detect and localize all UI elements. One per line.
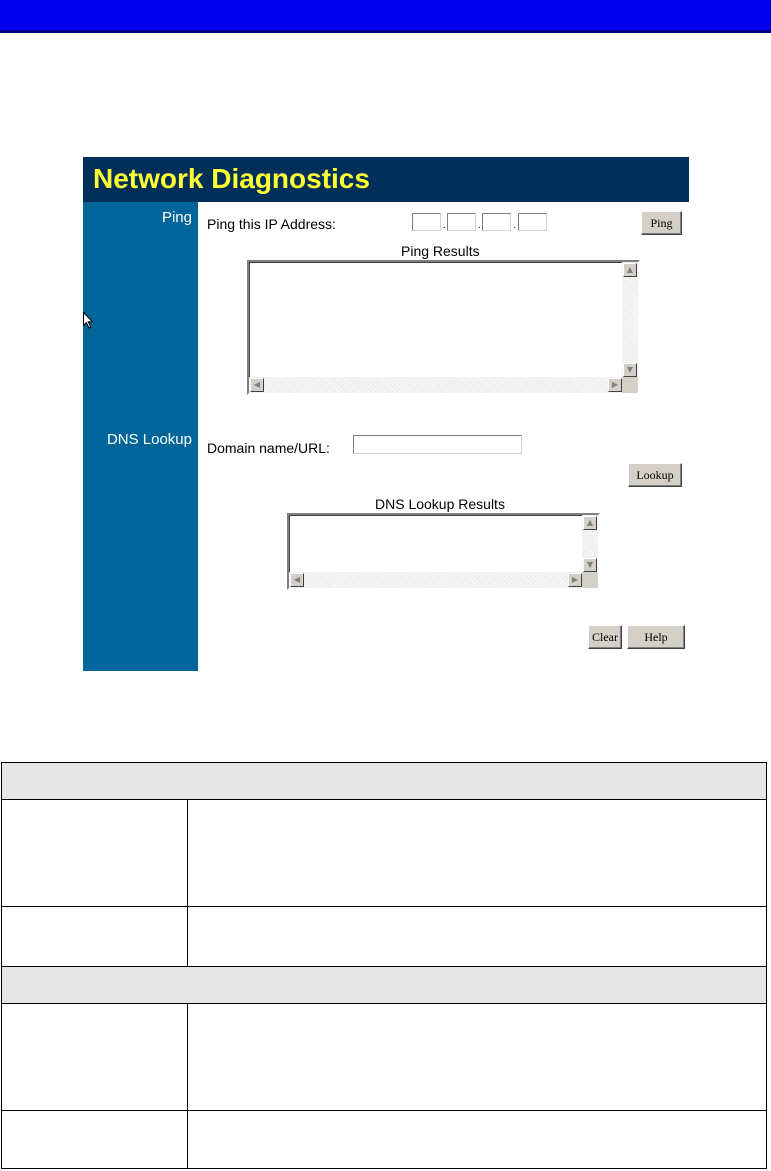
- scrollbar-corner: [622, 377, 638, 393]
- dns-results-label: DNS Lookup Results: [375, 496, 505, 512]
- panel-title-bar: [83, 157, 689, 202]
- table-row-label-cell: [1, 1003, 188, 1111]
- sidebar: [83, 202, 198, 671]
- scroll-up-arrow-icon[interactable]: ▲: [583, 516, 597, 530]
- scroll-down-arrow-icon[interactable]: ▼: [583, 558, 597, 572]
- scroll-right-arrow-icon[interactable]: ▶: [608, 378, 622, 392]
- table-row-label-cell: [1, 799, 188, 907]
- ping-results-vertical-scrollbar[interactable]: [622, 262, 638, 377]
- clear-button[interactable]: Clear: [588, 625, 622, 649]
- domain-name-label: Domain name/URL:: [207, 440, 330, 456]
- scroll-left-arrow-icon[interactable]: ◀: [290, 573, 304, 587]
- ping-ip-label: Ping this IP Address:: [207, 216, 336, 232]
- dns-results-textarea[interactable]: [287, 513, 600, 590]
- sidebar-label-ping: Ping: [161, 209, 192, 226]
- top-banner: [0, 0, 771, 33]
- lookup-button[interactable]: Lookup: [628, 463, 682, 487]
- ip-dot-separator: .: [443, 220, 446, 231]
- table-section-header: [1, 966, 767, 1004]
- network-diagnostics-panel: [83, 157, 689, 671]
- ip-dot-separator: .: [478, 220, 481, 231]
- scroll-left-arrow-icon[interactable]: ◀: [250, 378, 264, 392]
- dns-results-horizontal-scrollbar[interactable]: [289, 572, 582, 588]
- ping-results-horizontal-scrollbar[interactable]: [249, 377, 622, 393]
- scrollbar-corner: [582, 572, 598, 588]
- ping-results-label: Ping Results: [401, 243, 480, 259]
- ip-octet-1-input[interactable]: [412, 213, 441, 231]
- table-row-description-cell: [187, 906, 767, 967]
- ip-octet-3-input[interactable]: [482, 213, 511, 231]
- scroll-right-arrow-icon[interactable]: ▶: [568, 573, 582, 587]
- ping-results-textarea[interactable]: [247, 260, 640, 395]
- table-row-description-cell: [187, 1110, 767, 1169]
- table-row-description-cell: [187, 1003, 767, 1111]
- table-row-description-cell: [187, 799, 767, 907]
- dns-results-vertical-scrollbar[interactable]: [582, 515, 598, 572]
- page-title: Network Diagnostics: [93, 163, 370, 194]
- table-section-header: [1, 762, 767, 800]
- scroll-up-arrow-icon[interactable]: ▲: [623, 263, 637, 277]
- ip-octet-4-input[interactable]: [518, 213, 547, 231]
- table-row-label-cell: [1, 906, 188, 967]
- ping-button[interactable]: Ping: [641, 211, 682, 235]
- sidebar-label-dns-lookup: DNS Lookup: [106, 431, 192, 448]
- mouse-pointer-icon: [83, 312, 93, 330]
- help-button[interactable]: Help: [627, 625, 685, 649]
- table-row-label-cell: [1, 1110, 188, 1169]
- ip-octet-2-input[interactable]: [447, 213, 476, 231]
- scroll-down-arrow-icon[interactable]: ▼: [623, 363, 637, 377]
- ip-dot-separator: .: [513, 220, 516, 231]
- domain-name-input[interactable]: [353, 435, 522, 454]
